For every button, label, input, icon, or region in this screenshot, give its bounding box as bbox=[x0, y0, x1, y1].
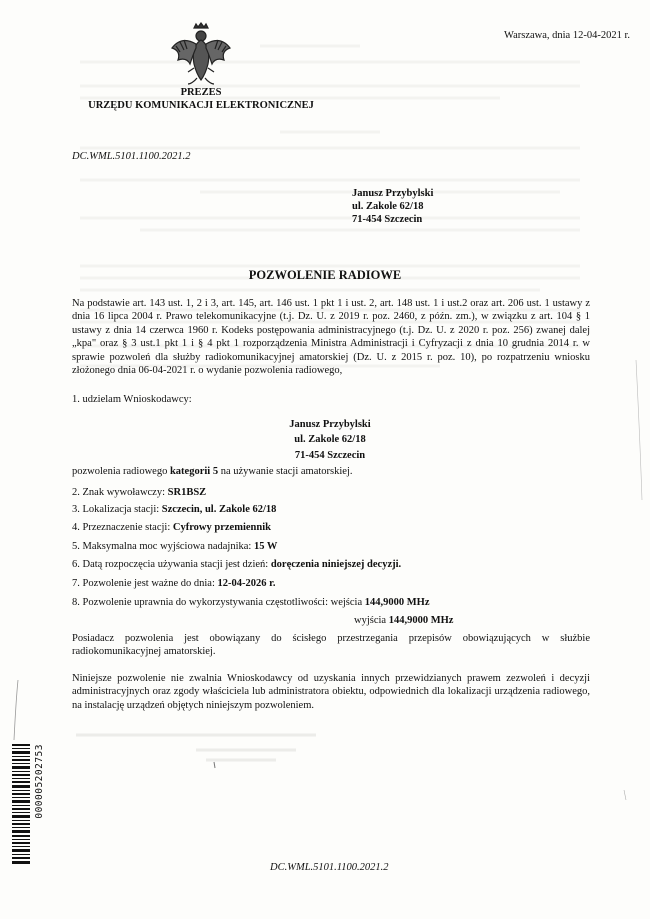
recipient-street: ul. Zakole 62/18 bbox=[352, 201, 424, 212]
footer-case-number: DC.WML.5101.1100.2021.2 bbox=[270, 862, 389, 873]
item-1-name: Janusz Przybylski bbox=[289, 419, 371, 430]
item-label: 3. Lokalizacja stacji: bbox=[72, 504, 162, 515]
item-label: 2. Znak wywoławczy: bbox=[72, 487, 168, 498]
document-title: POZWOLENIE RADIOWE bbox=[248, 268, 402, 282]
item-label: 6. Datą rozpoczęcia używania stacji jest dzień: bbox=[72, 559, 271, 570]
item-1-category: kategorii 5 bbox=[169, 466, 219, 477]
barcode-number: 00000520275З bbox=[34, 744, 45, 819]
recipient-city: 71-454 Szczecin bbox=[352, 214, 423, 225]
start-date: doręczenia niniejszej decyzji. bbox=[270, 559, 402, 570]
issuer-title: PREZES bbox=[180, 87, 222, 98]
case-number: DC.WML.5101.1100.2021.2 bbox=[72, 151, 191, 162]
obligation-paragraph: Posiadacz pozwolenia jest obowiązany do ścisłego przestrzegania przepisów obowiązujących w służbie radiokomunikacyjnej amatorskiej. bbox=[72, 633, 590, 658]
item-1-tail-a: pozwolenia radiowego bbox=[72, 466, 170, 477]
exemption-paragraph: Niniejsze pozwolenie nie zwalnia Wnioskodawcy od uzyskania innych przewidzianych prawem zezwoleń i decyzji administracyjnych oraz zgody właściciela lub administratora obiektu, odpowiednich dla lokalizacji urządzenia radiowego, na instalację urządzeń objętych niniejszym pozwoleniem. bbox=[72, 673, 590, 711]
legal-basis-paragraph: Na podstawie art. 143 ust. 1, 2 i 3, art. 145, art. 146 ust. 1 pkt 1 i ust. 2, art. 148 ust. 1 i ust.2 oraz art. 206 ust. 1 ustawy z dnia 16 lipca 2004 r. Prawo telekomunikacyjne (t.j. Dz. U. z 2019 r. poz. 2460, z późn. zm.), w związku z art. 104 § 1 ustawy z dnia 14 czerwca 1960 r. Kodeks postępowania administracyjnego (t.j. Dz. U. z 2020 r. poz. 256) zwanej dalej „kpa" oraz § 3 ust.1 pkt 1 i § 4 pkt 1 rozporządzenia Ministra Administracji i Cyfryzacji z dnia 10 grudnia 2014 r. w sprawie pozwoleń dla służby radiokomunikacyjnej amatorskiej (Dz. U. z 2015 r. poz. 10), po rozpatrzeniu wniosku złożonego dnia 06-04-2021 r. o wydanie pozwolenia radiowego, bbox=[72, 298, 590, 377]
output-frequency: 144,9000 MHz bbox=[388, 615, 454, 626]
call-sign: SR1BSZ bbox=[167, 487, 207, 498]
station-purpose: Cyfrowy przemiennik bbox=[172, 522, 271, 533]
station-location: Szczecin, ul. Zakole 62/18 bbox=[161, 504, 277, 515]
item-1-tail-c: na używanie stacji amatorskiej. bbox=[218, 466, 353, 477]
recipient-name: Janusz Przybylski bbox=[352, 188, 434, 199]
valid-until: 12-04-2026 r. bbox=[217, 578, 276, 589]
input-frequency: 144,9000 MHz bbox=[364, 597, 430, 608]
item-label: 8. Pozwolenie uprawnia do wykorzystywania częstotliwości: wejścia bbox=[72, 597, 365, 608]
item-1-intro: 1. udzielam Wnioskodawcy: bbox=[72, 394, 192, 405]
item-label: wyjścia bbox=[354, 615, 389, 626]
item-1-city: 71-454 Szczecin bbox=[294, 450, 366, 461]
issuer-office: URZĘDU KOMUNIKACJI ELEKTRONICZNEJ bbox=[88, 100, 314, 111]
item-label: 4. Przeznaczenie stacji: bbox=[72, 522, 173, 533]
item-1-street: ul. Zakole 62/18 bbox=[294, 434, 366, 445]
item-label: 7. Pozwolenie jest ważne do dnia: bbox=[72, 578, 218, 589]
barcode bbox=[12, 744, 30, 864]
max-power: 15 W bbox=[253, 541, 278, 552]
item-label: 5. Maksymalna moc wyjściowa nadajnika: bbox=[72, 541, 254, 552]
place-date: Warszawa, dnia 12-04-2021 r. bbox=[504, 30, 630, 41]
